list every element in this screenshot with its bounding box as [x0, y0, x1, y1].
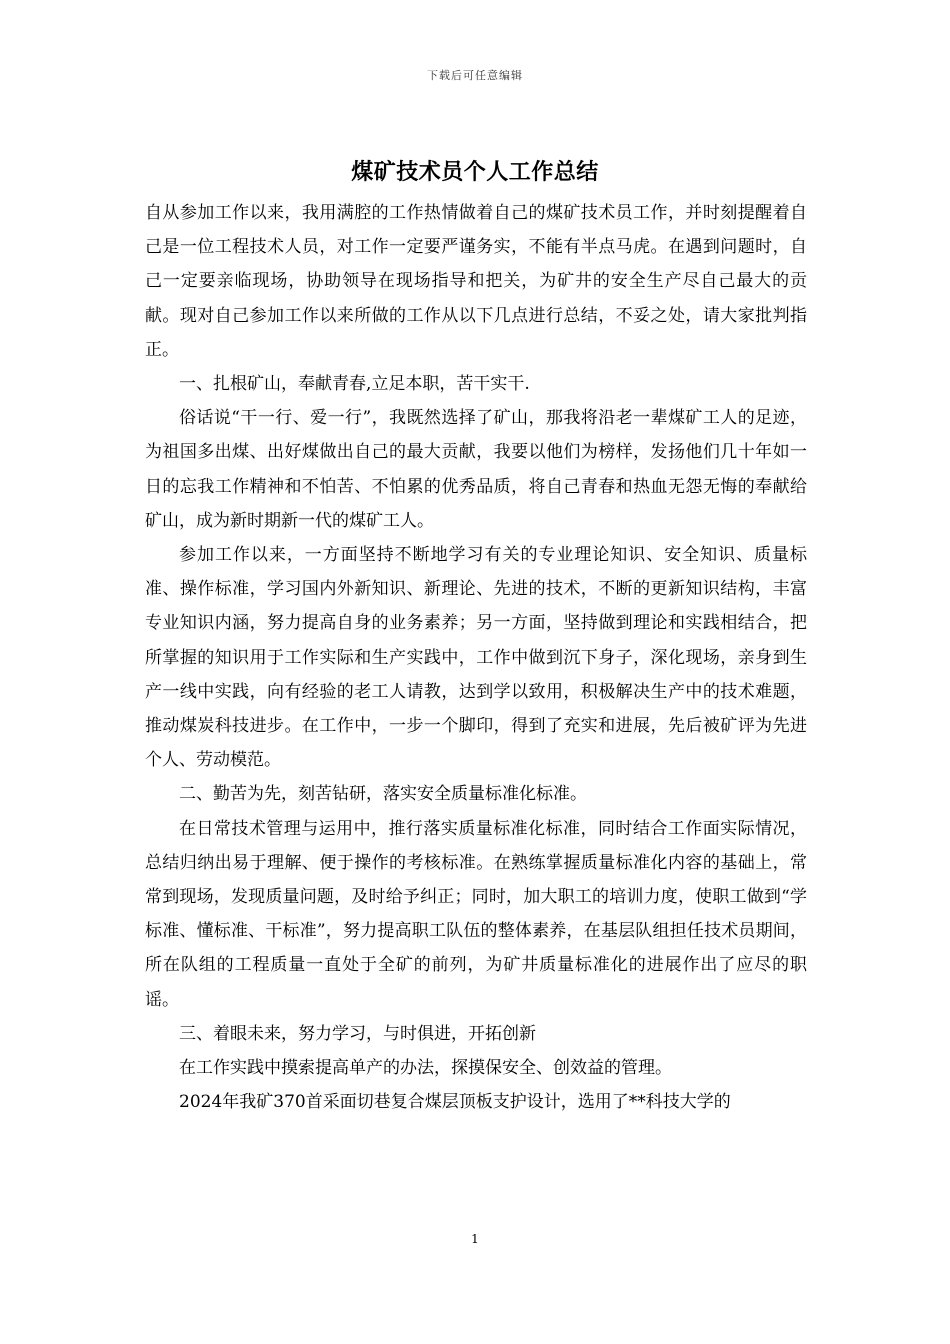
body-paragraph: 2024年我矿370首采面切巷复合煤层顶板支护设计，选用了**科技大学的 — [179, 1092, 731, 1113]
body-paragraph: 俗话说“干一行、爱一行”，我既然选择了矿山，那我将沿老一辈煤矿工人的足迹，为祖国多出煤、出好煤做出自己的最大贡献，我要以他们为榜样，发扬他们几十年如一日的忘我工作精神和不怕苦、不怕累的优秀品质，将自己青春和热血无怨无悔的奉献给矿山，成为新时期新一代的煤矿工人。 — [145, 408, 807, 531]
body-paragraph: 三、着眼未来，努力学习，与时俱进，开拓创新 — [179, 1023, 536, 1044]
document-title: 煤矿技术员个人工作总结 — [351, 159, 599, 185]
body-paragraph: 在工作实践中摸索提高单产的办法，探摸保安全、创效益的管理。 — [179, 1058, 672, 1079]
body-paragraph: 参加工作以来，一方面坚持不断地学习有关的专业理论知识、安全知识、质量标准、操作标准，学习国内外新知识、新理论、先进的技术，不断的更新知识结构，丰富专业知识内涵，努力提高自身的业务素养；另一方面，坚持做到理论和实践相结合，把所掌握的知识用于工作实际和生产实践中，工作中做到沉下身子，深化现场，亲身到生产一线中实践，向有经验的老工人请教，达到学以致用，积极解决生产中的技术难题，推动煤炭科技进步。在工作中，一步一个脚印，得到了充实和进展，先后被矿评为先进个人、劳动模范。 — [145, 545, 807, 771]
body-paragraph: 一、扎根矿山，奉献青春,立足本职，苦干实干. — [179, 374, 530, 395]
document-body — [145, 196, 807, 1119]
header-note: 下载后可任意编辑 — [427, 69, 523, 82]
body-paragraph: 自从参加工作以来，我用满腔的工作热情做着自己的煤矿技术员工作，并时刻提醒着自己是一位工程技术人员，对工作一定要严谨务实，不能有半点马虎。在遇到问题时，自己一定要亲临现场，协助领导在现场指导和把关，为矿井的安全生产尽自己最大的贡献。现对自己参加工作以来所做的工作从以下几点进行总结，不妥之处，请大家批判指正。 — [145, 203, 807, 360]
page-number: 1 — [471, 1232, 479, 1246]
body-paragraph: 在日常技术管理与运用中，推行落实质量标准化标准，同时结合工作面实际情况，总结归纳出易于理解、便于操作的考核标准。在熟练掌握质量标准化内容的基础上，常常到现场，发现质量问题，及时给予纠正；同时，加大职工的培训力度，使职工做到“学标准、懂标准、干标准”，努力提高职工队伍的整体素养，在基层队组担任技术员期间，所在队组的工程质量一直处于全矿的前列，为矿井质量标准化的进展作出了应尽的职谣。 — [145, 818, 807, 1010]
body-paragraph: 二、勤苦为先，刻苦钻研，落实安全质量标准化标准。 — [179, 784, 587, 805]
